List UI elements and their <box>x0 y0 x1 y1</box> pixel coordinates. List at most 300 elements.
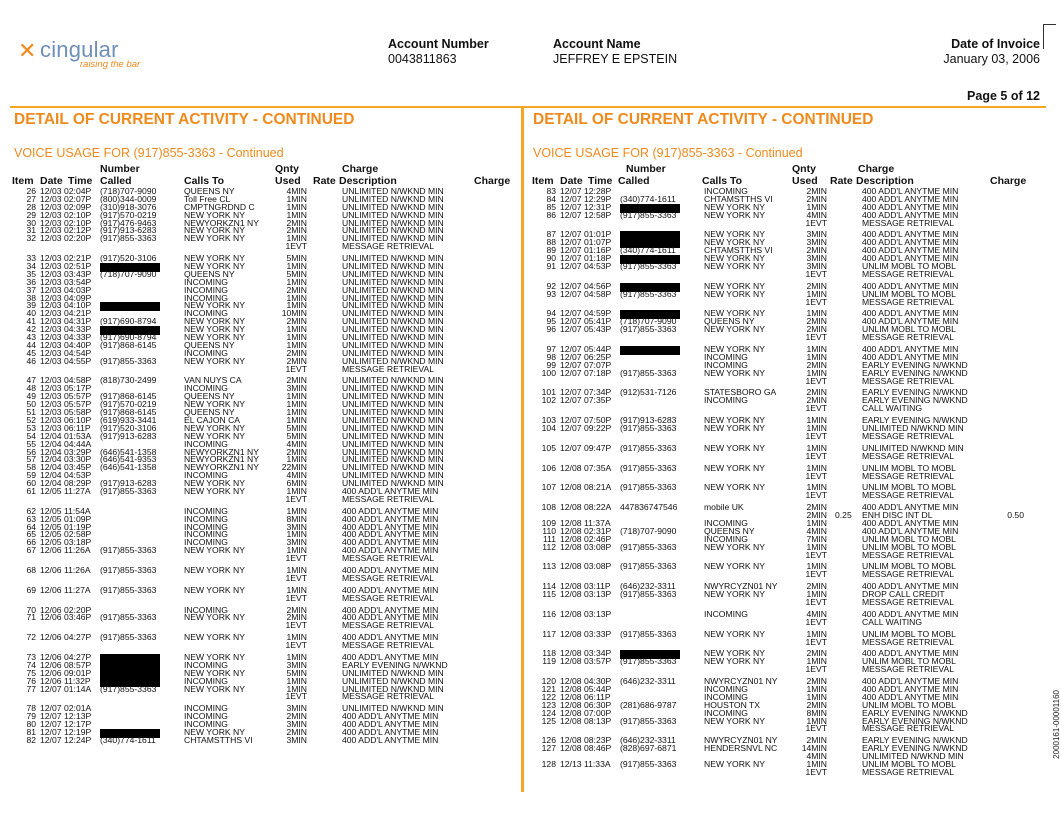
charge-description: UNLIMITED N/WKND MIN <box>862 423 964 434</box>
call-date: 12/08 <box>560 683 582 694</box>
quantity-used: 1MIN <box>806 201 827 212</box>
calls-to: QUEENS NY <box>184 407 235 418</box>
charge-description: MESSAGE RETRIEVAL <box>862 766 955 777</box>
calls-to: INCOMING <box>184 276 228 287</box>
item-number: 119 <box>542 656 556 667</box>
calls-to: QUEENS NY <box>704 316 755 327</box>
call-date: 12/07 <box>40 683 62 694</box>
col-charge: Charge <box>990 175 1027 187</box>
calls-to: INCOMING <box>704 395 748 406</box>
quantity-used: 1MIN <box>286 399 307 410</box>
quantity-used: 1EVT <box>805 490 827 501</box>
call-date: 12/04 <box>40 454 62 465</box>
call-time: 03:13P <box>584 608 612 619</box>
number-called: (646)232-3311 <box>620 735 676 746</box>
calls-to: NEW YORK NY <box>704 280 765 291</box>
quantity-used: 1MIN <box>286 339 307 350</box>
calls-to: QUEENS NY <box>704 525 755 536</box>
calls-to: NEW YORK NY <box>184 564 245 575</box>
call-time: 05:44P <box>584 344 612 355</box>
call-time: 04:27P <box>64 632 92 643</box>
call-date: 12/07 <box>560 367 582 378</box>
item-number: 66 <box>26 537 36 548</box>
call-time: 01:18P <box>584 253 612 264</box>
calls-to: NWYRCYZN01 NY <box>704 581 778 592</box>
item-number: 62 <box>26 505 36 516</box>
calls-to: NEW YORK NY <box>704 253 765 264</box>
call-date: 12/06 <box>40 545 62 556</box>
call-time: 12:17P <box>64 719 92 730</box>
col-item: Item <box>532 175 554 187</box>
charge-description: UNLIMITED N/WKND MIN <box>342 383 444 394</box>
calls-to: INCOMING <box>704 517 748 528</box>
call-date: 12/05 <box>40 513 62 524</box>
call-date: 12/04 <box>40 430 62 441</box>
number-called: (917)855-3363 <box>620 589 677 600</box>
charge-description: UNLIMITED N/WKND MIN <box>342 225 444 236</box>
calls-to: NEW YORK NY <box>704 423 765 434</box>
charge-description: UNLIMITED N/WKND MIN <box>342 675 444 686</box>
col-charge-top: Charge <box>342 163 379 175</box>
call-row <box>12 572 522 583</box>
col-time: Time <box>68 175 93 187</box>
number-called: (917)855-3363 <box>620 561 677 572</box>
call-date: 12/07 <box>560 395 582 406</box>
number-called: (917)855-3363 <box>100 584 157 595</box>
number-called: (917)855-3363 <box>620 324 677 335</box>
quantity-used: 5MIN <box>286 422 307 433</box>
call-row <box>532 658 1042 666</box>
rate: 0.25 <box>835 510 852 521</box>
number-called: (917)855-3363 <box>620 715 677 726</box>
call-row <box>12 642 522 650</box>
item-number: 29 <box>26 209 36 220</box>
quantity-used: 3MIN <box>286 537 307 548</box>
charge-description: MESSAGE RETRIEVAL <box>862 569 955 580</box>
calls-to: INCOMING <box>704 359 748 370</box>
call-time: 08:21A <box>584 482 612 493</box>
quantity-used: 1EVT <box>285 620 307 631</box>
call-time: 02:04P <box>64 186 92 196</box>
charge-description: MESSAGE RETRIEVAL <box>862 723 955 734</box>
charge-description: UNLIM MOBL TO MOBL <box>862 462 956 473</box>
section-rule <box>10 106 1046 108</box>
call-row <box>12 614 522 622</box>
call-date: 12/07 <box>560 229 582 240</box>
calls-to: NEW YORK NY <box>184 261 245 272</box>
call-date: 12/08 <box>560 743 582 754</box>
col-time: Time <box>588 175 613 187</box>
charge-description: ENH DISC INT DL <box>862 510 933 521</box>
call-time: 04:44A <box>64 438 92 449</box>
quantity-used: 1MIN <box>286 193 307 204</box>
call-time: 11:54A <box>64 505 91 516</box>
quantity-used: 14MIN <box>801 743 827 754</box>
calls-to: INCOMING <box>184 537 228 548</box>
invoice-date-label: Date of Invoice <box>951 37 1040 51</box>
item-number: 104 <box>541 423 556 434</box>
number-called: (646)541-1358 <box>100 462 157 473</box>
item-number: 86 <box>546 209 556 220</box>
charge-description: EARLY EVENING N/WKND <box>862 715 968 726</box>
item-number: 43 <box>26 332 36 343</box>
call-row <box>12 622 522 630</box>
item-number: 116 <box>542 608 556 619</box>
col-charge: Charge <box>474 175 511 187</box>
item-number: 94 <box>546 308 556 319</box>
section-title-right: DETAIL OF CURRENT ACTIVITY - CONTINUED <box>533 111 874 128</box>
call-date: 12/05 <box>40 485 62 496</box>
item-number: 118 <box>542 648 556 659</box>
call-time: 01:14A <box>64 683 92 694</box>
charge-description: 400 ADD'L ANYTME MIN <box>342 485 439 496</box>
call-row <box>532 209 1042 220</box>
item-number: 30 <box>26 217 36 228</box>
calls-to: INCOMING <box>184 383 228 394</box>
item-number: 41 <box>26 316 36 327</box>
call-time: 01:07P <box>584 237 612 248</box>
calls-to: NEW YORK NY <box>704 209 765 220</box>
calls-to: NEW YORK NY <box>184 485 245 496</box>
call-date: 12/03 <box>40 268 62 279</box>
charge-description: UNLIM MOBL TO MOBL <box>862 628 956 639</box>
number-called: (310)918-3076 <box>100 201 157 212</box>
call-time: 04:10P <box>64 300 92 311</box>
quantity-used: 3MIN <box>806 261 827 272</box>
charge-description: UNLIMITED N/WKND MIN <box>342 430 444 441</box>
item-number: 120 <box>541 676 556 687</box>
quantity-used: 1MIN <box>286 505 307 516</box>
call-row <box>12 555 522 563</box>
calls-to: INCOMING <box>184 521 228 532</box>
quantity-used: 1MIN <box>806 589 827 600</box>
item-number: 48 <box>26 383 36 394</box>
call-row <box>532 375 1042 386</box>
number-called: (917)855-3363 <box>620 261 677 272</box>
call-date: 12/03 <box>40 391 62 402</box>
call-time: 03:45P <box>64 462 92 473</box>
quantity-used: 3MIN <box>286 383 307 394</box>
call-row <box>532 296 1042 307</box>
charge-description: 400 ADD'L ANYTME MIN <box>862 517 959 528</box>
quantity-used: 2MIN <box>806 245 827 256</box>
call-date: 12/07 <box>40 734 62 745</box>
call-time: 12:29P <box>584 193 612 204</box>
item-number: 31 <box>26 225 36 236</box>
charge-description: UNLIMITED N/WKND MIN <box>342 284 444 295</box>
calls-to: INCOMING <box>184 513 228 524</box>
quantity-used: 1MIN <box>286 292 307 303</box>
quantity-used: 1MIN <box>286 300 307 311</box>
item-number: 84 <box>546 193 556 204</box>
call-date: 12/03 <box>40 383 62 394</box>
call-date: 12/07 <box>560 415 582 426</box>
quantity-used: 22MIN <box>281 462 307 473</box>
charge-description: UNLIMITED N/WKND MIN <box>342 316 444 327</box>
call-date: 12/07 <box>40 727 62 737</box>
item-number: 39 <box>26 300 36 311</box>
quantity-used: 3MIN <box>286 734 307 745</box>
charge-description: UNLIM MOBL TO MOBL <box>862 759 956 769</box>
call-time: 03:11P <box>584 581 611 592</box>
call-time: 03:29P <box>64 446 92 457</box>
quantity-used: 2MIN <box>806 502 827 513</box>
call-date: 12/03 <box>40 209 62 220</box>
quantity-used: 2MIN <box>286 316 307 327</box>
calls-to: INCOMING <box>184 719 228 730</box>
call-row <box>532 725 1042 733</box>
call-time: 02:12P <box>64 225 92 236</box>
charge-description: 400 ADD'L ANYTME MIN <box>862 648 959 659</box>
quantity-used: 2MIN <box>286 225 307 236</box>
quantity-used: 4MIN <box>806 525 827 536</box>
charge-description: 400 ADD'L ANYTME MIN <box>342 584 439 595</box>
calls-to: NEW YORK NY <box>704 462 765 473</box>
charge-description: UNLIMITED N/WKND MIN <box>342 201 444 212</box>
call-date: 12/08 <box>560 628 582 639</box>
quantity-used: 1MIN <box>806 308 827 319</box>
calls-to: NEW YORK NY <box>704 482 765 493</box>
call-time: 07:34P <box>584 387 612 398</box>
calls-to: NEW YORK NY <box>184 667 245 678</box>
call-date: 12/03 <box>40 253 62 264</box>
call-time: 04:59P <box>584 308 612 319</box>
call-date: 12/07 <box>560 344 582 355</box>
call-date: 12/07 <box>560 308 582 319</box>
call-time: 04:09P <box>64 292 92 303</box>
calls-to: NEW YORK NY <box>704 201 765 212</box>
call-row <box>532 563 1042 571</box>
quantity-used: 3MIN <box>806 253 827 264</box>
calls-to: INCOMING <box>184 703 228 714</box>
call-time: 04:58P <box>64 375 92 386</box>
call-date: 12/07 <box>560 423 582 434</box>
item-number: 63 <box>26 513 36 524</box>
call-row <box>532 484 1042 492</box>
number-called: (917)868-6145 <box>100 391 157 402</box>
col-called: Called <box>618 175 650 187</box>
quantity-used: 5MIN <box>286 268 307 279</box>
item-number: 101 <box>541 387 556 398</box>
call-time: 07:35P <box>584 395 612 406</box>
call-date: 12/08 <box>560 462 582 473</box>
calls-to: NEW YORK NY <box>704 344 765 355</box>
call-time: 08:29P <box>64 478 92 489</box>
account-name-label: Account Name <box>553 37 641 51</box>
charge-description: 400 ADD'L ANYTME MIN <box>862 253 959 264</box>
call-date: 12/04 <box>40 470 62 481</box>
item-number: 65 <box>26 529 36 540</box>
right-usage-column <box>532 162 1042 777</box>
quantity-used: 1EVT <box>805 549 827 560</box>
call-date: 12/03 <box>40 284 62 295</box>
quantity-used: 4MIN <box>806 751 827 762</box>
call-date: 12/08 <box>560 715 582 726</box>
call-row <box>532 425 1042 433</box>
quantity-used: 1EVT <box>805 636 827 647</box>
item-number: 73 <box>26 651 36 662</box>
call-time: 09:01P <box>64 667 92 678</box>
call-row <box>12 734 522 745</box>
charge-description: 400 ADD'L ANYTME MIN <box>862 308 959 319</box>
item-number: 34 <box>26 261 36 272</box>
charge-description: UNLIM MOBL TO MOBL <box>862 561 956 572</box>
call-date: 12/05 <box>40 505 62 516</box>
call-row <box>532 541 1042 552</box>
quantity-used: 1MIN <box>286 201 307 212</box>
calls-to: NEWYORKZN1 NY <box>184 454 259 465</box>
quantity-used: 1MIN <box>286 651 307 662</box>
quantity-used: 2MIN <box>806 581 827 592</box>
calls-to: NEWYORKZN1 NY <box>184 446 259 457</box>
number-called: (917)855-3363 <box>620 442 677 453</box>
call-time: 03:46P <box>64 612 92 623</box>
item-number: 117 <box>542 628 556 639</box>
charge-description: UNLIMITED N/WKND MIN <box>342 375 444 386</box>
call-row <box>12 355 522 366</box>
quantity-used: 1MIN <box>806 288 827 299</box>
calls-to: NEW YORK NY <box>184 545 245 556</box>
quantity-used: 1MIN <box>286 391 307 402</box>
number-called: (912)531-7126 <box>620 387 677 398</box>
call-row <box>532 596 1042 607</box>
calls-to: NEW YORK NY <box>184 316 245 327</box>
calls-to: NEW YORK NY <box>184 225 245 236</box>
quantity-used: 8MIN <box>286 513 307 524</box>
call-date: 12/07 <box>560 186 582 196</box>
call-date: 12/08 <box>560 533 582 544</box>
charge-description: UNLIM MOBL TO MOBL <box>862 656 956 667</box>
call-time: 01:01P <box>584 229 612 240</box>
calls-to: INCOMING <box>184 284 228 295</box>
charge-description: 400 ADD'L ANYTME MIN <box>342 651 439 662</box>
call-time: 02:31P <box>584 525 612 536</box>
charge-description: DROP CALL CREDIT <box>862 589 945 600</box>
charge-description: UNLIMITED N/WKND MIN <box>342 276 444 287</box>
number-called: (800)344-0009 <box>100 193 157 204</box>
quantity-used: 4MIN <box>806 608 827 619</box>
charge-description: UNLIM MOBL TO MOBL <box>862 324 956 335</box>
calls-to: NEW YORK NY <box>184 324 245 335</box>
calls-to: NEW YORK NY <box>704 648 765 659</box>
call-date: 12/04 <box>40 462 62 473</box>
page-number: Page 5 of 12 <box>967 89 1040 103</box>
call-row <box>532 715 1042 726</box>
call-time: 02:10P <box>64 217 92 228</box>
charge-description: 400 ADD'L ANYTME MIN <box>342 727 439 737</box>
charge-description: UNLIM MOBL TO MOBL <box>862 288 956 299</box>
calls-to: NEWYORKZN1 NY <box>184 217 259 228</box>
calls-to: INCOMING <box>184 505 228 516</box>
number-called: (917)520-3106 <box>100 253 157 264</box>
charge-description: 400 ADD'L ANYTME MIN <box>342 734 439 745</box>
quantity-used: 1MIN <box>286 675 307 686</box>
quantity-used: 1MIN <box>286 683 307 694</box>
charge-description: EARLY EVENING N/WKND <box>862 743 968 754</box>
call-time: 11:33A <box>584 759 611 769</box>
number-called: (718)707-9090 <box>620 525 677 536</box>
call-date: 12/07 <box>40 719 62 730</box>
charge-description: MESSAGE RETRIEVAL <box>342 241 435 252</box>
call-date: 12/05 <box>40 537 62 548</box>
col-qnty: Qnty <box>275 163 299 175</box>
quantity-used: 1MIN <box>286 564 307 575</box>
call-time: 07:00P <box>584 707 612 718</box>
charge-description: UNLIMITED N/WKND MIN <box>342 399 444 410</box>
charge-description: 400 ADD'L ANYTME MIN <box>342 632 439 643</box>
call-time: 04:21P <box>64 308 92 319</box>
item-number: 81 <box>26 727 36 737</box>
call-time: 08:22A <box>584 502 612 513</box>
call-date: 12/06 <box>40 612 62 623</box>
item-number: 72 <box>26 632 36 643</box>
charge-description: MESSAGE RETRIEVAL <box>342 493 435 504</box>
calls-to: INCOMING <box>184 438 228 449</box>
number-called: (917)855-3363 <box>620 423 677 434</box>
number-called: (917)855-3363 <box>100 564 157 575</box>
item-number: 78 <box>26 703 36 714</box>
call-time: 04:33P <box>64 324 92 335</box>
item-number: 125 <box>541 715 556 726</box>
quantity-used: 1MIN <box>806 415 827 426</box>
charge-description: UNLIMITED N/WKND MIN <box>342 209 444 220</box>
quantity-used: 2MIN <box>806 316 827 327</box>
item-number: 55 <box>26 438 36 449</box>
quantity-used: 1EVT <box>285 640 307 651</box>
charge-description: MESSAGE RETRIEVAL <box>862 636 955 647</box>
call-time: 02:20P <box>64 233 92 244</box>
number-called: (917)855-3363 <box>620 367 677 378</box>
call-row <box>12 363 522 374</box>
charge-description: UNLIMITED N/WKND MIN <box>342 268 444 279</box>
charge-description: MESSAGE RETRIEVAL <box>862 450 955 461</box>
number-called: (340)774-1611 <box>620 245 676 256</box>
number-called: (646)541-9353 <box>100 454 157 465</box>
item-number: 112 <box>542 541 556 552</box>
call-time: 04:58P <box>584 288 612 299</box>
quantity-used: 1MIN <box>286 407 307 418</box>
calls-to: INCOMING <box>704 351 748 362</box>
calls-to: NEW YORK NY <box>704 288 765 299</box>
item-number: 109 <box>541 517 556 528</box>
call-time: 06:30P <box>584 699 612 710</box>
call-time: 11:27A <box>64 584 91 595</box>
calls-to: HOUSTON TX <box>704 699 761 710</box>
call-date: 12/03 <box>40 225 62 236</box>
call-time: 02:10P <box>64 209 92 220</box>
item-number: 46 <box>26 355 36 366</box>
charge-description: MESSAGE RETRIEVAL <box>862 490 955 501</box>
number-called: (917)855-3363 <box>620 209 677 220</box>
calls-to: INCOMING <box>184 292 228 303</box>
item-number: 89 <box>546 245 556 256</box>
item-number: 115 <box>542 589 556 600</box>
quantity-used: 1EVT <box>805 664 827 675</box>
calls-to: NEW YORK NY <box>184 355 245 366</box>
call-row <box>12 564 522 575</box>
col-number: Number <box>626 163 666 175</box>
calls-to: QUEENS NY <box>184 268 235 279</box>
call-row <box>12 493 522 504</box>
call-time: 02:20P <box>64 604 92 615</box>
charge-description: UNLIMITED N/WKND MIN <box>342 355 444 366</box>
quantity-used: 4MIN <box>286 470 307 481</box>
calls-to: INCOMING <box>184 347 228 358</box>
calls-to: NWYRCYZN01 NY <box>704 676 778 687</box>
call-row <box>532 430 1042 441</box>
quantity-used: 2MIN <box>286 446 307 457</box>
number-called: (917)855-3363 <box>100 545 157 556</box>
